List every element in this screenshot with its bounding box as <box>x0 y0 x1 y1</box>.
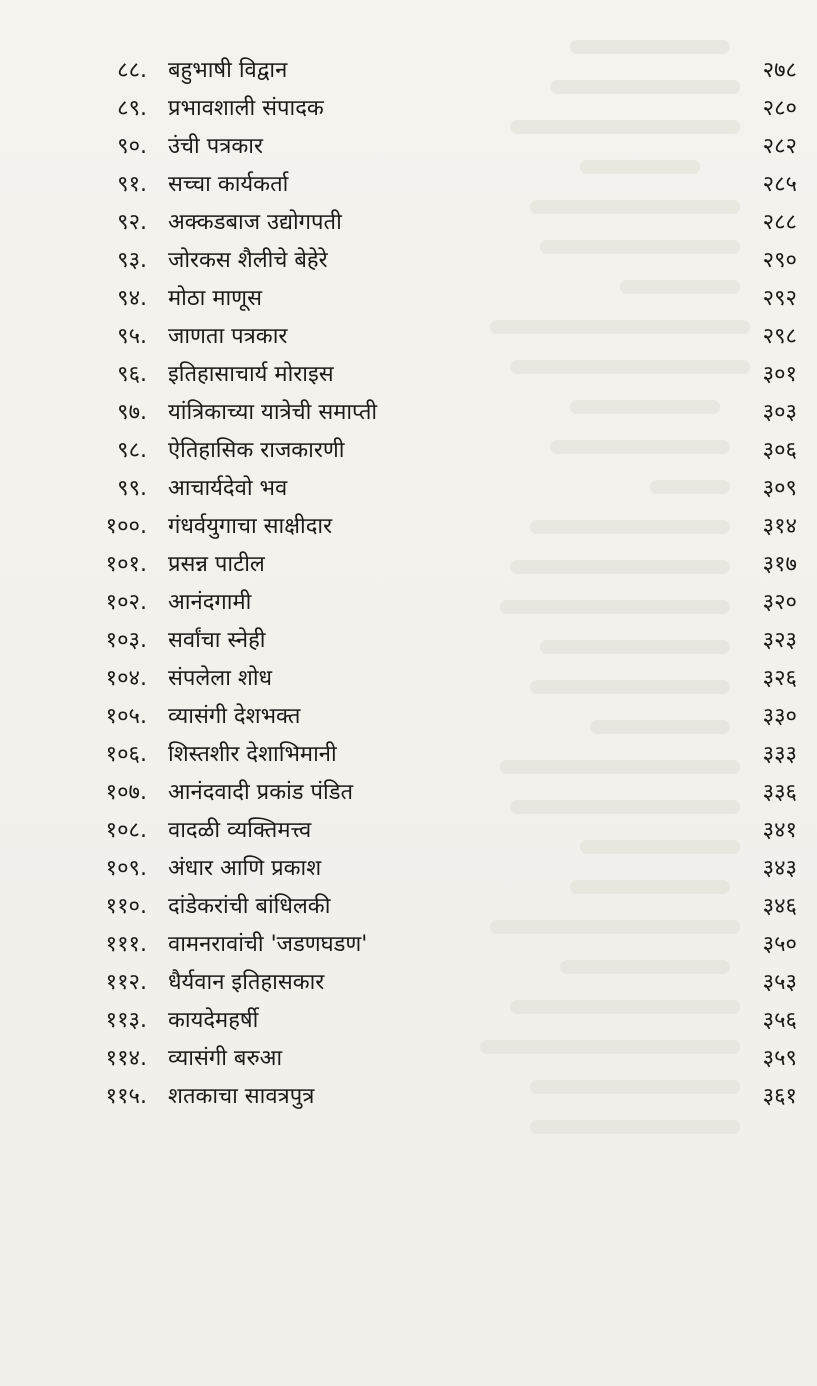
chapter-title: यांत्रिकाच्या यात्रेची समाप्ती <box>168 400 378 425</box>
toc-entry <box>0 280 817 318</box>
toc-entry <box>0 166 817 204</box>
chapter-number: ११४. <box>105 1046 147 1071</box>
chapter-number: ९७. <box>117 400 147 425</box>
page-number: ३०३ <box>762 400 797 425</box>
toc-entry <box>0 964 817 1002</box>
toc-entry <box>0 508 817 546</box>
toc-entry <box>0 660 817 698</box>
chapter-title: व्यासंगी देशभक्त <box>168 704 301 729</box>
page-number: ३४६ <box>762 894 797 919</box>
chapter-number: ८९. <box>117 96 147 121</box>
chapter-title: सच्चा कार्यकर्ता <box>168 172 289 197</box>
toc-entry <box>0 1002 817 1040</box>
chapter-number: १०७. <box>105 780 147 805</box>
chapter-title: मोठा माणूस <box>168 286 262 311</box>
chapter-title: आचार्यदेवो भव <box>168 476 288 501</box>
toc-entry <box>0 356 817 394</box>
page-number: ३२३ <box>762 628 797 653</box>
page-number: ३२६ <box>762 666 797 691</box>
toc-entry <box>0 318 817 356</box>
chapter-title: वामनरावांची 'जडणघडण' <box>168 932 368 957</box>
page-number: ३१४ <box>762 514 797 539</box>
chapter-title: उंची पत्रकार <box>168 134 263 159</box>
page-number: २८० <box>762 96 797 121</box>
toc-entry <box>0 736 817 774</box>
toc-entry <box>0 394 817 432</box>
chapter-title: वादळी व्यक्तिमत्त्व <box>168 818 312 843</box>
chapter-number: १०५. <box>105 704 147 729</box>
chapter-number: ९१. <box>117 172 147 197</box>
toc-entry <box>0 1040 817 1078</box>
chapter-title: शतकाचा सावत्रपुत्र <box>168 1084 315 1109</box>
page-number: ३०९ <box>762 476 797 501</box>
page-number: ३३० <box>762 704 797 729</box>
chapter-number: ९३. <box>117 248 147 273</box>
chapter-title: शिस्तशीर देशाभिमानी <box>168 742 337 767</box>
page-number: ३५६ <box>762 1008 797 1033</box>
chapter-number: ९८. <box>117 438 147 463</box>
toc-entry <box>0 698 817 736</box>
chapter-title: गंधर्वयुगाचा साक्षीदार <box>168 514 333 539</box>
page-number: २७८ <box>762 58 797 83</box>
chapter-number: ८८. <box>117 58 147 83</box>
chapter-title: धैर्यवान इतिहासकार <box>168 970 325 995</box>
page-number: ३०१ <box>762 362 797 387</box>
page-number: ३३३ <box>762 742 797 767</box>
chapter-title: आनंदवादी प्रकांड पंडित <box>168 780 354 805</box>
chapter-title: दांडेकरांची बांधिलकी <box>168 894 331 919</box>
toc-entry <box>0 242 817 280</box>
chapter-title: जोरकस शैलीचे बेहेरे <box>168 248 328 273</box>
page-number: ३२० <box>762 590 797 615</box>
chapter-number: ११३. <box>105 1008 147 1033</box>
page-number: ३४३ <box>762 856 797 881</box>
chapter-number: १०८. <box>105 818 147 843</box>
chapter-number: १११. <box>105 932 147 957</box>
toc-entry <box>0 1078 817 1116</box>
page-number: ३६१ <box>762 1084 797 1109</box>
chapter-number: ९०. <box>117 134 147 159</box>
toc-entry <box>0 926 817 964</box>
chapter-title: सर्वांचा स्नेही <box>168 628 266 653</box>
chapter-title: आनंदगामी <box>168 590 252 615</box>
chapter-title: बहुभाषी विद्वान <box>168 58 288 83</box>
chapter-number: ९९. <box>117 476 147 501</box>
chapter-number: १०४. <box>105 666 147 691</box>
chapter-title: अंधार आणि प्रकाश <box>168 856 322 881</box>
page-number: ३५३ <box>762 970 797 995</box>
chapter-title: जाणता पत्रकार <box>168 324 288 349</box>
chapter-title: व्यासंगी बरुआ <box>168 1046 283 1071</box>
page-number: २८५ <box>762 172 797 197</box>
chapter-number: ९४. <box>117 286 147 311</box>
chapter-number: १०२. <box>105 590 147 615</box>
toc-entry <box>0 774 817 812</box>
chapter-number: ११२. <box>105 970 147 995</box>
toc-entry <box>0 850 817 888</box>
toc-entry <box>0 90 817 128</box>
chapter-number: ११०. <box>105 894 147 919</box>
toc-entry <box>0 622 817 660</box>
chapter-number: १०१. <box>105 552 147 577</box>
page-number: २९२ <box>762 286 797 311</box>
page-number: ३०६ <box>762 438 797 463</box>
chapter-title: इतिहासाचार्य मोराइस <box>168 362 334 387</box>
page-number: ३४१ <box>762 818 797 843</box>
toc-entry <box>0 546 817 584</box>
page-number: ३५९ <box>762 1046 797 1071</box>
chapter-title: ऐतिहासिक राजकारणी <box>168 438 345 463</box>
chapter-number: ११५. <box>105 1084 147 1109</box>
chapter-number: १०३. <box>105 628 147 653</box>
chapter-number: १०९. <box>105 856 147 881</box>
page-number: २९८ <box>762 324 797 349</box>
chapter-title: प्रसन्न पाटील <box>168 552 265 577</box>
toc-entry <box>0 812 817 850</box>
page-number: ३३६ <box>762 780 797 805</box>
page-number: ३१७ <box>762 552 797 577</box>
toc-entry <box>0 470 817 508</box>
toc-entry <box>0 204 817 242</box>
chapter-title: कायदेमहर्षी <box>168 1008 259 1033</box>
chapter-number: १००. <box>105 514 147 539</box>
page-number: २८८ <box>762 210 797 235</box>
toc-entry <box>0 584 817 622</box>
chapter-title: अक्कडबाज उद्योगपती <box>168 210 342 235</box>
chapter-number: ९६. <box>117 362 147 387</box>
chapter-number: ९५. <box>117 324 147 349</box>
toc-entry <box>0 888 817 926</box>
chapter-title: प्रभावशाली संपादक <box>168 96 324 121</box>
toc-entry <box>0 432 817 470</box>
page-number: २८२ <box>762 134 797 159</box>
chapter-number: १०६. <box>105 742 147 767</box>
toc-entry <box>0 52 817 90</box>
toc-entry <box>0 128 817 166</box>
chapter-title: संपलेला शोध <box>168 666 273 691</box>
page-number: २९० <box>762 248 797 273</box>
page-number: ३५० <box>762 932 797 957</box>
chapter-number: ९२. <box>117 210 147 235</box>
